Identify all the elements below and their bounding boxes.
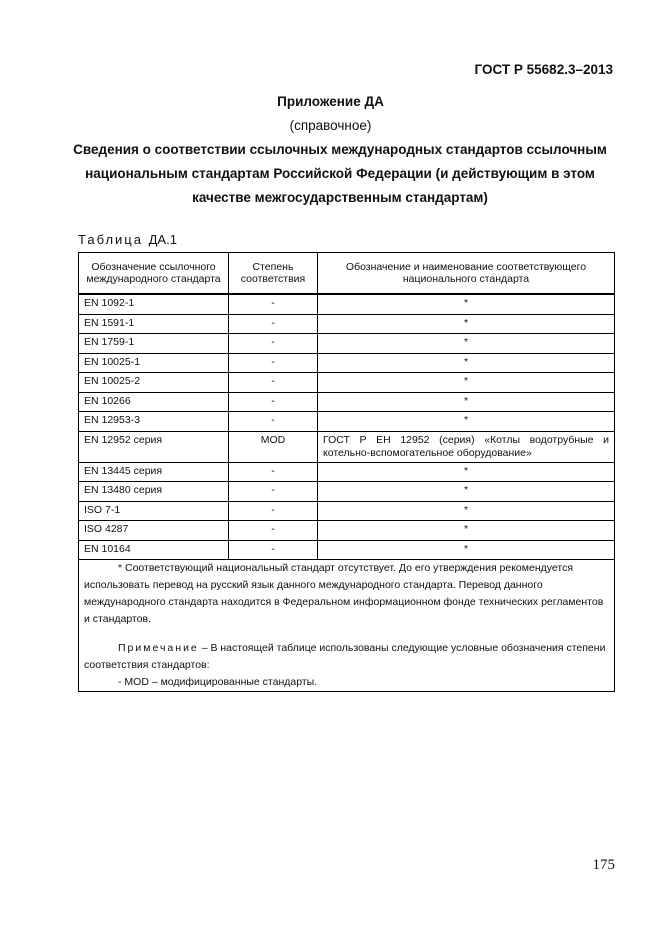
cell-national: *	[318, 373, 615, 393]
cell-national: *	[318, 353, 615, 373]
cell-national: *	[318, 521, 615, 541]
column-header-degree: Степень соответствия	[229, 253, 318, 295]
cell-degree: -	[229, 314, 318, 334]
cell-degree: -	[229, 373, 318, 393]
cell-national: *	[318, 412, 615, 432]
cell-standard: EN 1759-1	[79, 334, 229, 354]
table-row	[79, 431, 615, 462]
appendix-status: (справочное)	[289, 118, 372, 133]
cell-standard: ISO 4287	[79, 521, 229, 541]
cell-degree: -	[229, 334, 318, 354]
cell-national: *	[318, 482, 615, 502]
cell-standard: ISO 7-1	[79, 501, 229, 521]
cell-degree: MOD	[229, 431, 318, 462]
appendix-heading: Сведения о соответствии ссылочных международных стандартов ссылочным национальным стандартам Российской Федерации (и действующим в этом качестве межгосударственным стандартам)	[73, 142, 607, 205]
table-row	[79, 462, 615, 482]
table-row	[79, 521, 615, 541]
table-footnote: * Соответствующий национальный стандарт отсутствует. До его утверждения рекомендуется использовать перевод на русский язык данного международного стандарта. Перевод данного международного стандарта находится в Федеральном информационном фонде технических регламентов и стандартов.	[84, 562, 604, 625]
table-body	[79, 294, 615, 692]
note-item: - MOD – модифицированные стандарты.	[118, 676, 318, 688]
column-header-reference-standard: Обозначение ссылочного международного стандарта	[79, 253, 229, 295]
table-row	[79, 334, 615, 354]
cell-standard: EN 12953-3	[79, 412, 229, 432]
cell-degree: -	[229, 294, 318, 314]
table-note	[84, 640, 609, 674]
table-notes-row	[79, 560, 615, 692]
table-header-row	[79, 253, 615, 295]
cell-national: *	[318, 392, 615, 412]
note-label: Примечание	[118, 642, 199, 654]
table-row	[79, 373, 615, 393]
cell-degree: -	[229, 521, 318, 541]
cell-national: *	[318, 334, 615, 354]
table-label-word: Таблица	[78, 232, 143, 247]
page-number: 175	[592, 857, 615, 873]
cell-national: *	[318, 294, 615, 314]
note-text: – В настоящей таблице использованы следующие условные обозначения степени соответствия стандартов:	[84, 642, 606, 671]
table-label-id: ДА.1	[148, 232, 177, 247]
cell-standard: EN 1092-1	[79, 294, 229, 314]
cell-degree: -	[229, 353, 318, 373]
cell-degree: -	[229, 482, 318, 502]
cell-degree: -	[229, 462, 318, 482]
table-notes-cell	[79, 560, 615, 692]
table-row	[79, 412, 615, 432]
cell-national: *	[318, 501, 615, 521]
cell-standard: EN 13445 серия	[79, 462, 229, 482]
table-label	[78, 232, 177, 247]
cell-degree: -	[229, 540, 318, 560]
cell-standard: EN 10164	[79, 540, 229, 560]
cell-standard: EN 1591-1	[79, 314, 229, 334]
correspondence-table	[78, 252, 615, 692]
table-row	[79, 294, 615, 314]
cell-standard: EN 10025-1	[79, 353, 229, 373]
cell-standard: EN 10266	[79, 392, 229, 412]
cell-degree: -	[229, 392, 318, 412]
cell-degree: -	[229, 412, 318, 432]
table-row	[79, 501, 615, 521]
table-row	[79, 314, 615, 334]
table-row	[79, 392, 615, 412]
cell-standard: EN 13480 серия	[79, 482, 229, 502]
cell-national: *	[318, 314, 615, 334]
cell-standard: EN 12952 серия	[79, 431, 229, 462]
cell-degree: -	[229, 501, 318, 521]
document-code: ГОСТ Р 55682.3–2013	[474, 62, 613, 77]
cell-national: *	[318, 462, 615, 482]
table-row	[79, 353, 615, 373]
table-row	[79, 540, 615, 560]
cell-national: ГОСТ Р ЕН 12952 (серия) «Котлы водотрубные и котельно-вспомогательное оборудование»	[318, 431, 615, 462]
cell-national: *	[318, 540, 615, 560]
cell-standard: EN 10025-2	[79, 373, 229, 393]
column-header-national-standard: Обозначение и наименование соответствующего национального стандарта	[318, 253, 615, 295]
appendix-title: Приложение ДА	[277, 94, 384, 109]
table-row	[79, 482, 615, 502]
